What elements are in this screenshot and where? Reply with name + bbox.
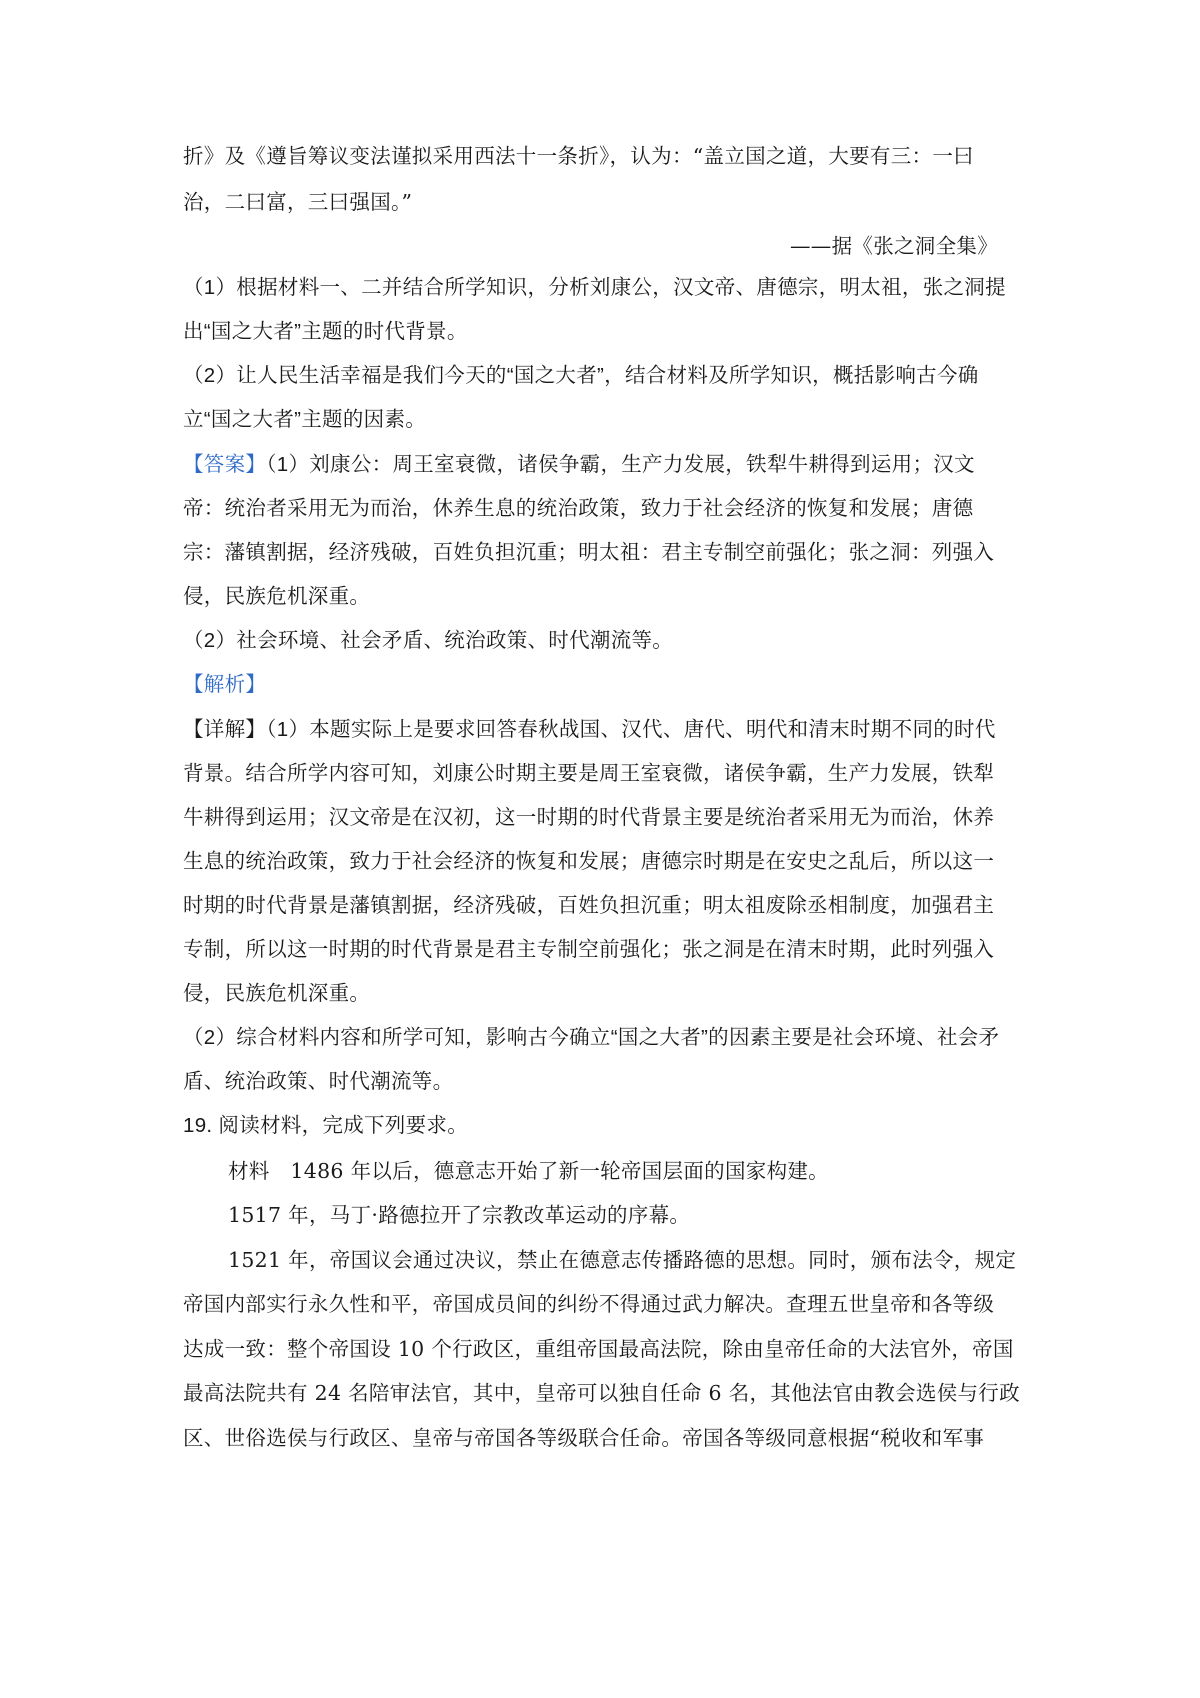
answer-line: 帝：统治者采用无为而治，休养生息的统治政策，致力于社会经济的恢复和发展；唐德 bbox=[183, 497, 974, 520]
question-2-line: 立“国之大者”主题的因素。 bbox=[183, 408, 427, 431]
material-paragraph: 1521 年，帝国议会通过决议，禁止在德意志传播路德的思想。同时，颁布法令，规定 bbox=[228, 1248, 1017, 1272]
answer-line: 宗：藩镇割据，经济残破，百姓负担沉重；明太祖：君主专制空前强化；张之洞：列强入 bbox=[183, 541, 995, 564]
answer-line: 侵，民族危机深重。 bbox=[183, 585, 371, 608]
analysis-line: 时期的时代背景是藩镇割据，经济残破，百姓负担沉重；明太祖废除丞相制度，加强君主 bbox=[183, 894, 995, 917]
analysis-text: （1）本题实际上是要求回答春秋战国、汉代、唐代、明代和清末时期不同的时代 bbox=[266, 718, 996, 741]
material-line: 治，二曰富，三曰强国。” bbox=[183, 190, 413, 214]
analysis-tag: 【解析】 bbox=[183, 673, 267, 696]
question-19-heading: 19. 阅读材料，完成下列要求。 bbox=[183, 1114, 468, 1137]
material-source: ——据《张之洞全集》 bbox=[790, 234, 998, 258]
answer-line bbox=[183, 450, 975, 480]
material-line: 达成一致：整个帝国设 10 个行政区，重组帝国最高法院，除由皇帝任命的大法官外，帝国 bbox=[183, 1337, 1014, 1361]
material-line: 帝国内部实行永久性和平，帝国成员间的纠纷不得通过武力解决。查理五世皇帝和各等级 bbox=[183, 1292, 995, 1316]
material-line: 最高法院共有 24 名陪审法官，其中，皇帝可以独自任命 6 名，其他法官由教会选侯与行政 bbox=[183, 1381, 1020, 1405]
answer-text: （1）刘康公：周王室衰微，诸侯争霸，生产力发展，铁犁牛耕得到运用；汉文 bbox=[266, 453, 975, 476]
answer-tag: 【答案】 bbox=[183, 453, 267, 476]
analysis-line: 专制，所以这一时期的时代背景是君主专制空前强化；张之洞是在清末时期，此时列强入 bbox=[183, 938, 995, 961]
analysis-line: 牛耕得到运用；汉文帝是在汉初，这一时期的时代背景主要是统治者采用无为而治，休养 bbox=[183, 806, 995, 829]
analysis-part-2-line: 盾、统治政策、时代潮流等。 bbox=[183, 1070, 454, 1093]
analysis-line: 侵，民族危机深重。 bbox=[183, 982, 371, 1005]
material-paragraph: 材料 1486 年以后，德意志开始了新一轮帝国层面的国家构建。 bbox=[228, 1159, 829, 1183]
analysis-line bbox=[183, 715, 996, 745]
material-line: 区、世俗选侯与行政区、皇帝与帝国各等级联合任命。帝国各等级同意根据“税收和军事 bbox=[183, 1426, 985, 1450]
analysis-line: 生息的统治政策，致力于社会经济的恢复和发展；唐德宗时期是在安史之乱后，所以这一 bbox=[183, 850, 995, 873]
analysis-part-2-line: （2）综合材料内容和所学可知，影响古今确立“国之大者”的因素主要是社会环境、社会矛 bbox=[183, 1026, 1000, 1049]
answer-part-2: （2）社会环境、社会矛盾、统治政策、时代潮流等。 bbox=[183, 629, 674, 652]
question-1-line: 出“国之大者”主题的时代背景。 bbox=[183, 320, 468, 343]
analysis-line: 背景。结合所学内容可知，刘康公时期主要是周王室衰微，诸侯争霸，生产力发展，铁犁 bbox=[183, 762, 995, 785]
detail-tag: 【详解】 bbox=[183, 718, 267, 741]
material-paragraph: 1517 年，马丁·路德拉开了宗教改革运动的序幕。 bbox=[228, 1203, 691, 1227]
material-line: 折》及《遵旨筹议变法谨拟采用西法十一条折》，认为：“盖立国之道，大要有三：一曰 bbox=[183, 144, 974, 168]
question-1-line: （1）根据材料一、二并结合所学知识，分析刘康公，汉文帝、唐德宗，明太祖，张之洞提 bbox=[183, 276, 1006, 299]
question-2-line: （2）让人民生活幸福是我们今天的“国之大者”，结合材料及所学知识，概括影响古今确 bbox=[183, 364, 979, 387]
